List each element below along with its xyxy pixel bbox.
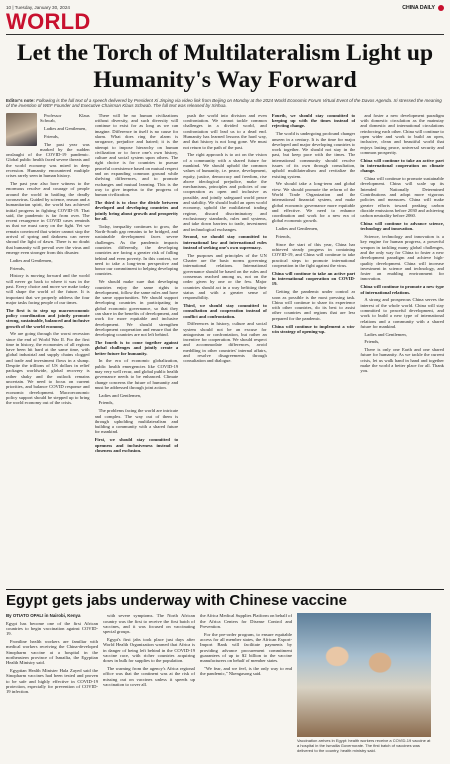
article-paragraph: The problems facing the world are intricate and complex. The way out of them is through upholding multilateralism and building a community with a shared future for mankind. — [94, 408, 179, 435]
article-paragraph: Friends, — [10, 265, 25, 271]
article-column — [360, 113, 444, 589]
article-paragraph: We should take a long-term and global view. We should promote the reform of the World Trade Organization and the international financial system, and make global economic governance more equitable and effective. We need to enhance coordination and work for a new era of global economic growth. — [271, 181, 356, 224]
article-subhead: Fourth, we should stay committed to keeping up with the times instead of rejecting change. — [271, 112, 356, 129]
article-paragraph: The past year also bore witness to the enormous resolve and courage of people around the world in battling the deadly coronavirus. Guided by science, reason and a humanitarian spirit, the world has achieved initial progress in fighting COVID-19. That said, the pandemic is far from over. The recent resurgence in COVID cases reminds us that we must carry on the fight. Yet we remain convinced that winter cannot stop the arrival of spring and darkness can never shroud the light of dawn. There is no doubt that humanity will prevail over the virus and emerge even stronger from this disaster. — [6, 181, 90, 255]
article-paragraph: Egypt has become one of the first African countries to begin vaccination against COVID-19. — [6, 620, 98, 637]
article-paragraph: Today, inequality continues to grow, the North-South gap remains to be bridged, and sustainable development faces severe challenges. As the pandemic impacts countries differently, the developing countries are facing a greater risk of falling behind and even poverty. In this context, we need to take a long-term perspective and honor our commitment to helping developing countries. — [94, 223, 179, 277]
brand-name: CHINA DAILY — [402, 4, 435, 11]
article-subhead: The first is to step up macroeconomic policy coordination and jointly promote strong, sustainable, balanced and inclusive growth of the world economy. — [6, 307, 90, 329]
second-story — [6, 592, 444, 764]
article-paragraph: with severe symptoms. The North African country was the first to receive the first batch of vaccines, and it was focused on vaccinating special groups. — [103, 613, 195, 635]
article-paragraph: We are going through the worst recession since the end of World War II. For the first time in history, the economies of all regions have been hit hard at the same time, with global industrial and supply chains clogged and trade and investment flows in a slump. Despite the trillions of US dollars in relief packages worldwide, global recovery is rather shaky and the outlook remains uncertain. We need to focus on current priorities, and balance COVID response and economic development. Macroeconomic policy support should be stepped up to bring the world economy out of the crisis. — [6, 331, 90, 406]
article-paragraph: Friends, — [364, 339, 380, 345]
section-rule — [6, 34, 444, 35]
article-column — [95, 113, 179, 589]
article-paragraph: The past year was marked by the sudden onslaught of the COVID-19 pandemic. Global public health faced severe threats and the world economy was mired in deep recession. Humanity encountered multiple crises rarely seen in human history. — [6, 141, 90, 179]
masthead — [402, 5, 444, 11]
author-photo — [6, 113, 37, 146]
story-separator — [6, 589, 444, 591]
vaccination-photo — [297, 613, 431, 737]
article-paragraph: Ladies and Gentlemen, — [44, 125, 87, 131]
article-paragraph: History is moving forward and the world will never go back to where it was in the past. Every choice and move we make today will shape the world of the future. It is important that we properly address the four major tasks facing people of our times. — [6, 273, 90, 305]
byline: By OTIATO OPALI in Nairobi, Kenya — [6, 613, 81, 619]
article-subhead: China will continue to take an active part in international cooperation on climate change. — [360, 157, 444, 174]
article-paragraph: "We fear, and we feel, is the only way to end the pandemic," Nkengasong said. — [200, 665, 292, 677]
article-paragraph: Friends, — [275, 234, 291, 240]
second-story-headline: Egypt gets jabs underway with Chinese vaccine — [6, 592, 347, 610]
article-paragraph: Egypt's first jabs took place just days after World Health Organization warned that Africa is in danger of being left behind in the COVID-19 vaccine race, with richer countries acquiring doses in bulk for supplies to the population. — [103, 637, 195, 664]
article-paragraph: Ladies and Gentlemen, — [10, 257, 53, 263]
article-paragraph: We should make sure that developing countries enjoy the same rights to development, follow the same rules and have the same opportunities. We should support developing countries in participating in global economic governance, so that they can share in the benefits of development, and work for more equitable and inclusive development. We should strengthen development cooperation and ensure that the developing countries are not left behind. — [94, 279, 179, 338]
article-paragraph: The world is undergoing profound changes unseen in a century. It is the time for major developed and major developing countries to work together. We should not stay in the past, but keep pace with the times. The international community should resolve issues of its own through consultation, uphold multilateralism and revitalize the existing system. — [271, 131, 356, 179]
article-paragraph: A strong and prosperous China serves the interest of the whole world. China will stay committed to peaceful development, and work to build a new type of international relations and a community with a shared future for mankind. — [360, 297, 444, 329]
article-subhead: First, we should stay committed to openness and inclusiveness instead of closeness and exclusion. — [94, 437, 179, 453]
article-paragraph: Friends, — [98, 400, 114, 406]
article-paragraph: Ladies and Gentlemen, — [364, 331, 407, 337]
article-paragraph: push the world into division and even confrontation. We cannot tackle common challenges in a divided world, and confrontation will lead us to a dead end. Humanity has learned lessons the hard way, and that history is not long gone. We must not return to the path of the past. — [183, 112, 267, 150]
section-title: WORLD — [6, 9, 91, 34]
article-paragraph: Differences in history, culture and social system should not be an excuse for antagonism or confrontation, but rather an incentive for cooperation. We should respect and accommodate differences, avoid meddling in other countries' internal affairs, and resolve disagreements through consultation and dialogue. — [183, 321, 267, 364]
brand-logo-icon — [438, 5, 444, 11]
main-headline: Let the Torch of Multilateralism Light up Humanity's Way Forward — [16, 40, 434, 93]
second-story-column — [103, 613, 195, 758]
article-paragraph: China will continue to promote sustainable development. China will scale up its Intended Nationally Determined Contributions and adopt more vigorous policies and measures. China will make greater efforts toward peaking carbon dioxide emissions before 2030 and achieving carbon neutrality before 2060. — [360, 176, 444, 219]
article-column — [6, 113, 90, 589]
article-subhead: China will continue to take an active part in international cooperation on COVID-19. — [271, 270, 356, 287]
second-story-column — [200, 613, 292, 758]
article-paragraph: and foster a new development paradigm with domestic circulation as the mainstay and domestic and international circulations reinforcing each other. China will continue to open wider and work to build an open, inclusive, clean and beautiful world that enjoys lasting peace, universal security and common prosperity. — [360, 112, 444, 155]
article-subhead: China will continue to advance science, technology and innovation. — [360, 220, 444, 232]
main-story-columns — [6, 113, 444, 589]
article-column — [272, 113, 356, 589]
article-paragraph: Ladies and Gentlemen, — [275, 226, 319, 232]
article-subhead: China will continue to promote a new type of international relations. — [360, 284, 444, 295]
second-story-column — [6, 613, 98, 758]
photo-caption: Vaccination arrives in Egypt: health workers receive a COVID-19 vaccine at a hospital in the Ismailia Governorate. The first batch of vaccines was delivered to the country, health ministry said. — [297, 738, 431, 753]
article-paragraph: In the era of economic globalization, public health emergencies like COVID-19 may very well recur, and global public health governance needs to be enhanced. Climate change concerns the future of humanity and must be addressed through joint action. — [94, 358, 179, 390]
article-paragraph: There will be no human civilizations without diversity, and such diversity will continue to exist for as long as we can imagine. Difference in itself is no cause for alarm. What does ring the alarm is arrogance, prejudice and hatred; it is the attempt to impose hierarchy on human civilization or to force one's own history, culture and social system upon others. The right choice is for countries to pursue peaceful coexistence based on mutual respect and on expanding common ground while shelving differences, and to promote exchanges and mutual learning. This is the way to give impetus to the progress of human civilization. — [94, 112, 179, 198]
article-subhead: Second, we should stay committed to international law and international rules instead of seeking one's own supremacy. — [183, 234, 267, 250]
article-paragraph: Ladies and Gentlemen, — [98, 392, 142, 398]
article-paragraph: The warning from the agency's Africa regional office was that the continent was at the risk of missing out on vaccines unless it speeds up vaccination to cover all. — [103, 665, 195, 687]
article-paragraph: For the pre-order program, to ensure equitable access for all member states, the African Export-Import Bank will facilitate payments by providing advance procurement commitment guarantees of up to $2 billion to the vaccine manufacturers on behalf of member states. — [200, 631, 292, 664]
editor-note — [6, 98, 444, 109]
editor-note-text: Following is the full text of a speech delivered by President Xi Jinping via video link from Beijing on Monday at the 2024 World Economic Forum Virtual Event of the Davos Agenda. Xi stressed the meaning of the invention of WEF Founder and Executive Chairman Klaus Schwab. The full text was released by Xinhua. — [6, 98, 442, 109]
article-paragraph: The right approach is to act on the vision of a community with a shared future for mankind. We should uphold the common values of humanity, i.e. peace, development, equity, justice, democracy and freedom, rise above ideological prejudice, make the mechanisms, principles and policies of our cooperation as open and inclusive as possible, and jointly safeguard world peace and stability. We should build an open world economy, uphold the multilateral trading regime, discard discriminatory and exclusionary standards, rules and systems, and take down barriers to trade, investment and technological exchanges. — [183, 152, 267, 232]
article-paragraph: Science, technology and innovation is a key engine for human progress, a powerful weapon in tackling many global challenges, and the only way for China to foster a new development paradigm and achieve high-quality development. China will increase investment in science and technology, and foster an enabling environment for innovation. — [360, 234, 444, 282]
article-paragraph: Since the start of this year, China has achieved steady progress in containing COVID-19, and China will continue to take practical steps to promote international cooperation in the fight against the virus. — [271, 241, 356, 269]
editor-note-label: Editor's note: — [6, 98, 35, 103]
article-paragraph: There is only one Earth and one shared future for humanity. As we tackle the current crisis, let us walk hand in hand and together make the world a better place for all. Thank you. — [360, 347, 444, 374]
article-paragraph: The purposes and principles of the UN Charter are the basic norms governing international relations. International governance should be based on the rules and consensus reached among us, not on the order given by one or the few. Major countries should act in a way befitting their status and with a greater sense of responsibility. — [183, 252, 267, 301]
page-info: 10 | Tuesday, January 30, 2024 — [6, 5, 70, 10]
article-paragraph: Egyptian Health Minister Hala Zayed said the Sinopharm vaccines had been tested and proven to be safe and highly effective in COVID-19 protection, especially for prevention of COVID-19 infection. — [6, 667, 98, 695]
article-subhead: The third is to close the divide between developed and developing countries and jointly bring about growth and prosperity for all. — [94, 200, 179, 221]
article-paragraph: the Africa Medical Supplies Platform on behalf of the Africa Centers for Disease Control and Prevention. — [200, 613, 292, 629]
article-paragraph: Getting the pandemic under control as soon as possible is the most pressing task. China will continue to share its experience with other countries, do its best to assist other countries and regions that are less prepared for the pandemic. — [271, 289, 356, 321]
article-paragraph: Professor Klaus Schwab, — [40, 112, 90, 124]
article-subhead: China will continue to implement a win-win strategy of opening-up. — [271, 323, 356, 334]
photo-block — [297, 613, 431, 758]
article-subhead: Third, we should stay committed to consultation and cooperation instead of conflict and confrontation. — [183, 302, 267, 319]
article-paragraph: Friends, — [44, 133, 59, 139]
article-paragraph: Frontline health workers are familiar with medical workers receiving the China-developed Sinopharm vaccine at a hospital in the northeastern province of Ismailia, the Egyptian Health Ministry said. — [6, 639, 98, 666]
article-column — [183, 113, 267, 589]
article-subhead: The fourth is to come together against global challenges and jointly create a better future for humanity. — [94, 339, 179, 356]
second-story-body — [6, 613, 444, 758]
